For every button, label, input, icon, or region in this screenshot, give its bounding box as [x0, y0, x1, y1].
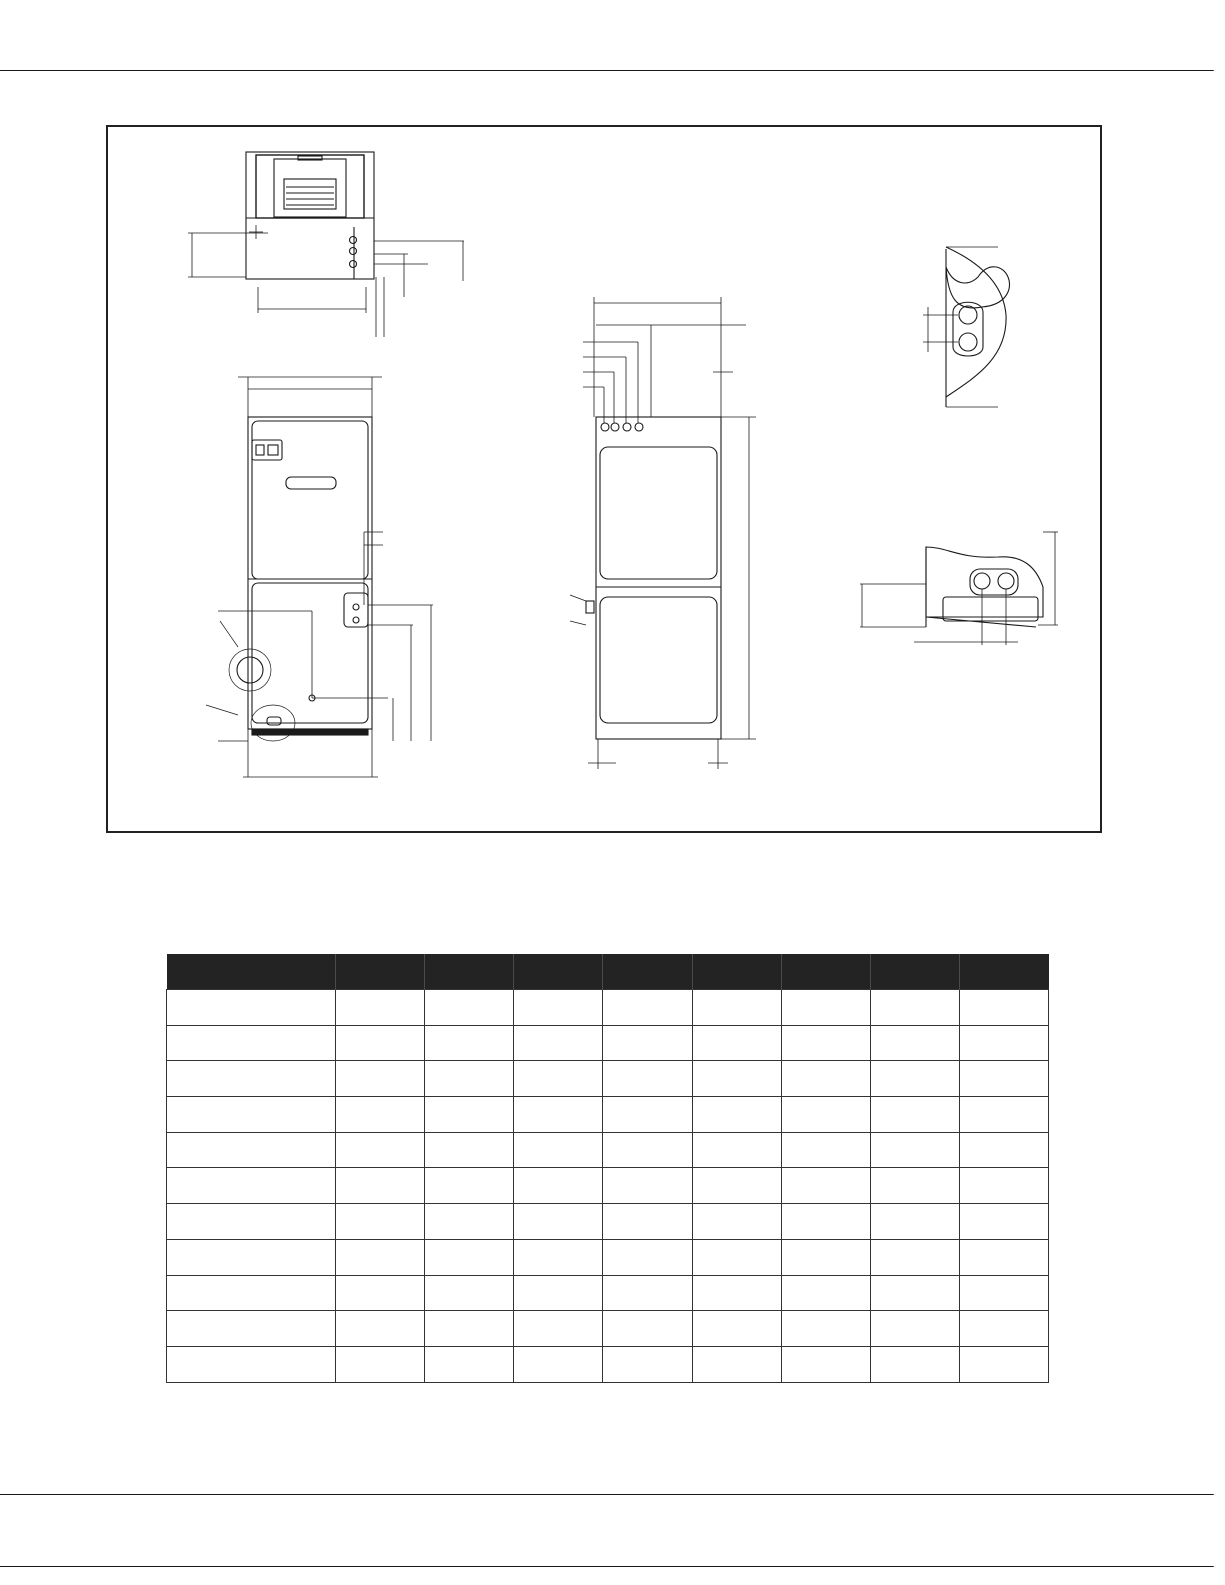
- table-cell: [959, 1311, 1048, 1347]
- dimension-drawing-frame: [106, 125, 1102, 833]
- table-cell: [959, 1275, 1048, 1311]
- front-view-drawing: [206, 377, 433, 777]
- table-cell: [959, 1025, 1048, 1061]
- table-cell: [514, 1097, 603, 1133]
- table-cell: [514, 1168, 603, 1204]
- table-cell: [781, 1025, 870, 1061]
- table-row: [167, 1097, 1049, 1133]
- table-cell: [514, 1311, 603, 1347]
- table-cell: [692, 990, 781, 1026]
- table-row: [167, 1061, 1049, 1097]
- table-cell: [781, 1311, 870, 1347]
- table-cell: [692, 1025, 781, 1061]
- table-cell: [781, 1061, 870, 1097]
- table-cell: [781, 1168, 870, 1204]
- table-row: [167, 1346, 1049, 1382]
- header-cell: [959, 954, 1048, 990]
- table-cell: [336, 1025, 425, 1061]
- table-cell: [870, 1239, 959, 1275]
- table-cell: [870, 1311, 959, 1347]
- specifications-table: [166, 954, 1049, 1383]
- header-cell: [870, 954, 959, 990]
- table-cell: [692, 1168, 781, 1204]
- header-rule: [0, 70, 1214, 71]
- table-cell: [781, 990, 870, 1026]
- table-cell: [603, 990, 692, 1026]
- table-cell: [959, 1168, 1048, 1204]
- table-cell: [959, 990, 1048, 1026]
- table-cell: [870, 1275, 959, 1311]
- table-cell: [692, 1239, 781, 1275]
- table-cell: [692, 1132, 781, 1168]
- table-cell: [336, 1132, 425, 1168]
- table-cell: [603, 1239, 692, 1275]
- table-cell: [514, 1275, 603, 1311]
- table-cell: [692, 1311, 781, 1347]
- bottom-rule: [0, 1566, 1214, 1567]
- table-row: [167, 1204, 1049, 1240]
- table-cell: [781, 1346, 870, 1382]
- table-cell: [167, 1097, 336, 1133]
- table-cell: [603, 1025, 692, 1061]
- table-cell: [336, 990, 425, 1026]
- footer-rule: [0, 1494, 1214, 1495]
- table-cell: [781, 1097, 870, 1133]
- table-cell: [425, 1025, 514, 1061]
- table-cell: [336, 1239, 425, 1275]
- table-cell: [514, 1239, 603, 1275]
- table-cell: [959, 1097, 1048, 1133]
- table-cell: [336, 1061, 425, 1097]
- table-cell: [336, 1168, 425, 1204]
- detail-a-drawing: [923, 247, 1010, 407]
- table-cell: [167, 1061, 336, 1097]
- table-cell: [167, 1275, 336, 1311]
- table-cell: [425, 1204, 514, 1240]
- dimension-drawing: [108, 127, 1104, 835]
- table-cell: [425, 1097, 514, 1133]
- table-cell: [870, 1168, 959, 1204]
- table-cell: [425, 1275, 514, 1311]
- table-cell: [603, 1061, 692, 1097]
- table-cell: [603, 1132, 692, 1168]
- table-cell: [167, 1204, 336, 1240]
- side-view-drawing: [570, 297, 756, 769]
- table-cell: [514, 990, 603, 1026]
- table-cell: [692, 1275, 781, 1311]
- table-cell: [870, 990, 959, 1026]
- table-cell: [514, 1204, 603, 1240]
- table-cell: [692, 1097, 781, 1133]
- table-cell: [959, 1346, 1048, 1382]
- table-cell: [870, 1346, 959, 1382]
- header-cell: [692, 954, 781, 990]
- table-cell: [167, 1239, 336, 1275]
- table-cell: [167, 1132, 336, 1168]
- detail-b-drawing: [860, 532, 1058, 645]
- table-cell: [425, 1346, 514, 1382]
- table-cell: [603, 1097, 692, 1133]
- table-cell: [425, 1168, 514, 1204]
- table-header-row: [167, 954, 1049, 990]
- table-cell: [603, 1346, 692, 1382]
- table-cell: [514, 1346, 603, 1382]
- table-cell: [603, 1204, 692, 1240]
- header-cell: [167, 954, 336, 990]
- header-cell: [336, 954, 425, 990]
- table-cell: [870, 1204, 959, 1240]
- table-cell: [603, 1275, 692, 1311]
- table-cell: [959, 1061, 1048, 1097]
- table-cell: [870, 1061, 959, 1097]
- table-cell: [870, 1097, 959, 1133]
- header-cell: [603, 954, 692, 990]
- table-cell: [603, 1168, 692, 1204]
- table-row: [167, 1311, 1049, 1347]
- table-cell: [425, 1239, 514, 1275]
- table-cell: [425, 1132, 514, 1168]
- table-cell: [603, 1311, 692, 1347]
- table-cell: [167, 1025, 336, 1061]
- table-row: [167, 1132, 1049, 1168]
- table-cell: [336, 1097, 425, 1133]
- table-cell: [336, 1311, 425, 1347]
- header-cell: [781, 954, 870, 990]
- header-cell: [514, 954, 603, 990]
- table-row: [167, 990, 1049, 1026]
- header-cell: [425, 954, 514, 990]
- table-cell: [167, 1311, 336, 1347]
- table-cell: [336, 1346, 425, 1382]
- table-cell: [692, 1061, 781, 1097]
- table-cell: [781, 1132, 870, 1168]
- table-cell: [425, 1311, 514, 1347]
- table-cell: [336, 1204, 425, 1240]
- table-row: [167, 1239, 1049, 1275]
- table-cell: [167, 990, 336, 1026]
- table-cell: [781, 1275, 870, 1311]
- table-row: [167, 1025, 1049, 1061]
- table-cell: [959, 1204, 1048, 1240]
- table-cell: [514, 1061, 603, 1097]
- table-cell: [514, 1025, 603, 1061]
- table-cell: [781, 1239, 870, 1275]
- table-row: [167, 1275, 1049, 1311]
- top-view-drawing: [188, 152, 464, 337]
- table-cell: [959, 1239, 1048, 1275]
- table-cell: [514, 1132, 603, 1168]
- table-cell: [167, 1346, 336, 1382]
- table-cell: [336, 1275, 425, 1311]
- table-cell: [425, 990, 514, 1026]
- table-cell: [959, 1132, 1048, 1168]
- table-cell: [167, 1168, 336, 1204]
- table-row: [167, 1168, 1049, 1204]
- table-cell: [425, 1061, 514, 1097]
- table-cell: [781, 1204, 870, 1240]
- table-cell: [870, 1025, 959, 1061]
- table-cell: [692, 1204, 781, 1240]
- table-cell: [870, 1132, 959, 1168]
- table-cell: [692, 1346, 781, 1382]
